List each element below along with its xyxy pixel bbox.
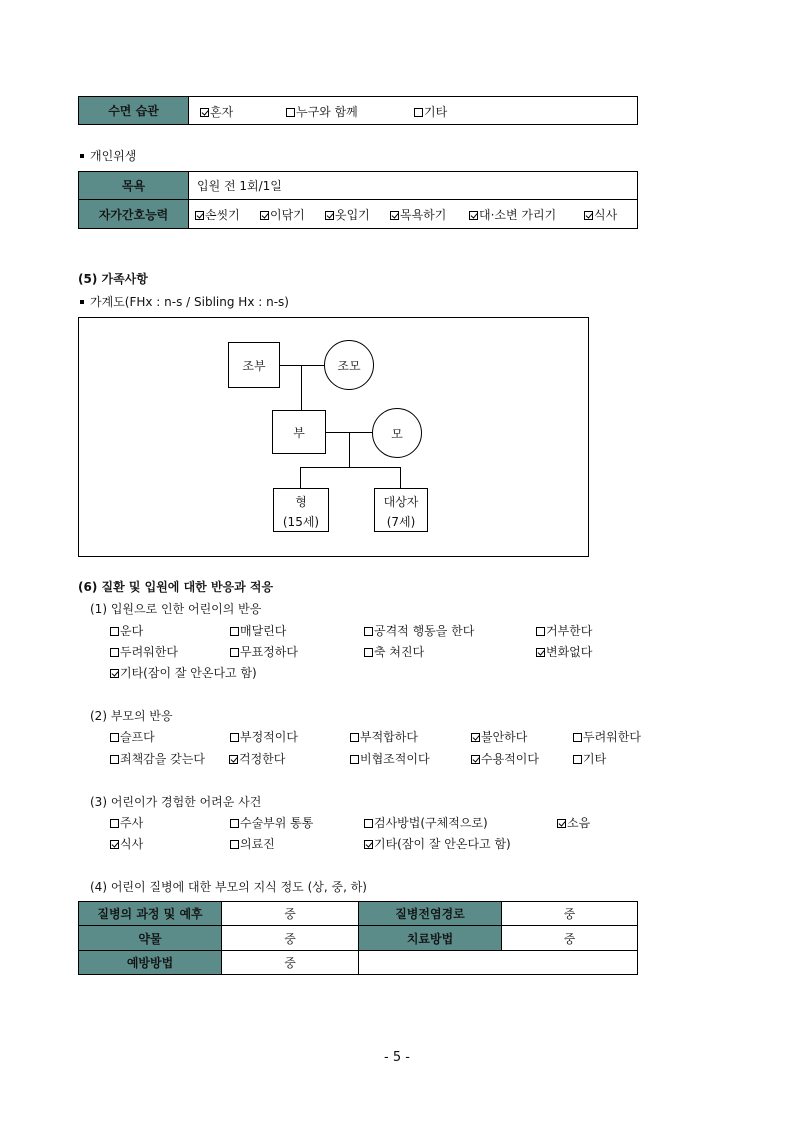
knowledge-value-cell: 중 [501,901,638,926]
q3-option[interactable]: 식사 [110,835,143,852]
q1-option[interactable]: 매달린다 [230,622,286,639]
grandmother-circle: 조모 [324,340,374,390]
knowledge-label-cell: 질병전염경로 [358,901,502,926]
checkbox-checked-icon [110,840,119,849]
bath-label-cell [78,171,189,200]
sleep-option-other[interactable]: 기타 [414,103,447,120]
checkbox-icon [110,627,119,636]
q1-option[interactable]: 거부한다 [536,622,592,639]
checkbox-icon [110,648,119,657]
checkbox-checked-icon [469,211,478,220]
grandfather-box: 조부 [228,342,280,388]
checkbox-icon [350,755,359,764]
checkbox-icon [230,648,239,657]
reaction-heading: (6) 질환 및 입원에 대한 반응과 적응 [78,580,274,594]
sleep-label: 수면 습관 [108,104,159,118]
knowledge-label-cell: 예방방법 [78,950,222,975]
knowledge-value-cell: 중 [221,925,359,951]
selfcare-label-cell [78,199,189,229]
brother-drop-line [300,467,301,488]
q3-option[interactable]: 의료진 [230,835,275,852]
knowledge-label-cell: 약물 [78,925,222,951]
brother-box: 형 (15세) [273,488,329,532]
checkbox-checked-icon [364,840,373,849]
checkbox-checked-icon [325,211,334,220]
knowledge-value-cell: 중 [221,901,359,926]
sleep-label-cell [78,96,189,125]
q1-option[interactable]: 무표정하다 [230,643,298,660]
q3-option[interactable]: 주사 [110,814,143,831]
checkbox-icon [230,733,239,742]
bullet-icon [80,154,84,158]
checkbox-checked-icon [390,211,399,220]
knowledge-label-cell: 질병의 과정 및 예후 [78,901,222,926]
bath-value: 입원 전 1회/1일 [197,179,282,193]
checkbox-icon [230,840,239,849]
patient-drop-line [400,467,401,488]
q2-option[interactable]: 기타 [573,750,606,767]
checkbox-icon [536,627,545,636]
checkbox-icon [364,627,373,636]
q3-option[interactable]: 수술부위 통통 [230,814,313,831]
checkbox-checked-icon [229,755,238,764]
checkbox-icon [286,108,295,117]
selfcare-option-bath[interactable]: 목욕하기 [390,206,446,223]
checkbox-checked-icon [557,819,566,828]
q3-title: (3) 어린이가 경험한 어려운 사건 [90,795,262,809]
checkbox-icon [364,819,373,828]
q2-option[interactable]: 수용적이다 [471,750,539,767]
checkbox-icon [110,755,119,764]
q2-option[interactable]: 비협조적이다 [350,750,430,767]
patient-box: 대상자 (7세) [374,488,428,532]
sleep-options-cell [188,96,638,125]
checkbox-checked-icon [536,648,545,657]
q2-option[interactable]: 죄책감을 갖는다 [110,750,205,767]
knowledge-empty-cell [358,950,638,975]
q1-option[interactable]: 운다 [110,622,143,639]
selfcare-option-meal[interactable]: 식사 [584,206,617,223]
checkbox-icon [230,819,239,828]
q4-title: (4) 어린이 질병에 대한 부모의 지식 정도 (상, 중, 하) [90,880,367,894]
checkbox-checked-icon [195,211,204,220]
family-heading: (5) 가족사항 [78,272,148,286]
selfcare-option-dress[interactable]: 옷입기 [325,206,370,223]
q1-option[interactable]: 기타(잠이 잘 안온다고 함) [110,664,257,681]
checkbox-icon [110,733,119,742]
checkbox-icon [573,733,582,742]
q2-option[interactable]: 슬프다 [110,728,155,745]
q2-option[interactable]: 두려워한다 [573,728,641,745]
q2-option[interactable]: 부정적이다 [230,728,298,745]
sibling-line [300,467,401,468]
genogram-label: 가계도(FHx : n-s / Sibling Hx : n-s) [80,293,289,310]
checkbox-checked-icon [471,733,480,742]
q2-option[interactable]: 불안하다 [471,728,527,745]
grandparents-marriage-line [280,365,324,366]
q1-option[interactable]: 축 쳐진다 [364,643,424,660]
knowledge-value-cell: 중 [501,925,638,951]
q2-option[interactable]: 부적합하다 [350,728,418,745]
knowledge-value-cell: 중 [221,950,359,975]
checkbox-icon [414,108,423,117]
checkbox-icon [573,755,582,764]
checkbox-icon [364,648,373,657]
checkbox-checked-icon [260,211,269,220]
knowledge-label-cell: 치료방법 [358,925,502,951]
bath-label: 목욕 [121,179,146,193]
checkbox-icon [110,819,119,828]
selfcare-label: 자가간호능력 [98,207,169,222]
sleep-option-together[interactable]: 누구와 함께 [286,103,358,120]
q3-option[interactable]: 검사방법(구체적으로) [364,814,488,831]
checkbox-checked-icon [471,755,480,764]
page-number: - 5 - [384,1050,410,1065]
checkbox-checked-icon [200,108,209,117]
sleep-option-alone[interactable]: 혼자 [200,103,233,120]
checkbox-checked-icon [110,669,119,678]
bullet-icon [80,300,84,304]
parents-descent-line [349,432,350,468]
grandparents-descent-line [301,365,302,410]
checkbox-icon [350,733,359,742]
checkbox-icon [230,627,239,636]
father-box: 부 [272,410,326,454]
q1-option[interactable]: 두려워한다 [110,643,178,660]
q2-title: (2) 부모의 반응 [90,709,173,723]
q3-option[interactable]: 소음 [557,814,590,831]
q1-option[interactable]: 공격적 행동을 한다 [364,622,474,639]
selfcare-option-brush[interactable]: 이닦기 [260,206,305,223]
hygiene-heading: 개인위생 [80,147,136,164]
mother-circle: 모 [372,408,422,458]
selfcare-option-toilet[interactable]: 대·소변 가리기 [469,206,556,223]
q1-option[interactable]: 변화없다 [536,643,592,660]
q1-title: (1) 입원으로 인한 어린이의 반응 [90,602,262,616]
checkbox-checked-icon [584,211,593,220]
q3-option[interactable]: 기타(잠이 잘 안온다고 함) [364,835,511,852]
selfcare-option-handwash[interactable]: 손씻기 [195,206,240,223]
q2-option[interactable]: 걱정한다 [229,750,285,767]
bath-value-cell [188,171,638,200]
